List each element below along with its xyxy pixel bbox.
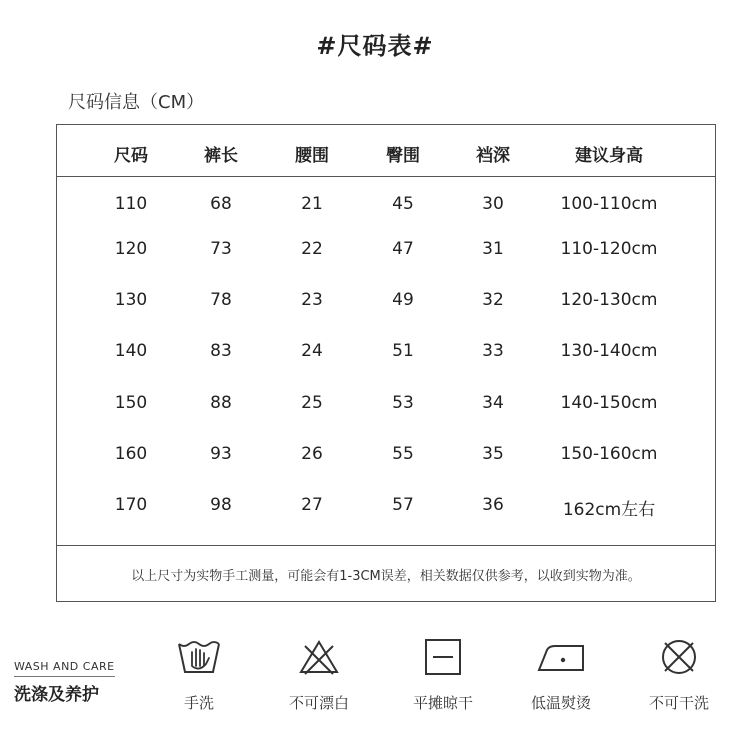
care-label: 不可干洗 — [648, 694, 709, 712]
cell-hip: 45 — [392, 194, 414, 214]
table-row — [57, 393, 715, 423]
cell-rise: 30 — [482, 194, 504, 214]
cell-pants-length: 83 — [210, 341, 232, 361]
care-title-cn: 洗涤及养护 — [14, 685, 99, 705]
header-waist: 腰围 — [295, 146, 329, 166]
care-title-en: WASH AND CARE — [14, 660, 115, 673]
care-label: 手洗 — [183, 694, 214, 712]
cell-hip: 49 — [392, 290, 414, 310]
cell-waist: 25 — [301, 393, 323, 413]
cell-hip: 55 — [392, 444, 414, 464]
cell-size: 150 — [114, 393, 148, 413]
table-row — [57, 341, 715, 371]
cell-pants-length: 68 — [210, 194, 232, 214]
cell-height: 150-160cm — [560, 444, 658, 464]
cell-waist: 22 — [301, 239, 323, 259]
cell-rise: 36 — [482, 495, 504, 515]
care-item-no-bleach — [264, 636, 374, 713]
cell-height: 120-130cm — [560, 290, 658, 310]
cell-height: 110-120cm — [560, 239, 658, 259]
cell-size: 140 — [114, 341, 148, 361]
cell-size: 120 — [114, 239, 148, 259]
cell-rise: 32 — [482, 290, 504, 310]
no-bleach-icon — [295, 636, 343, 678]
cell-hip: 47 — [392, 239, 414, 259]
header-size: 尺码 — [114, 146, 148, 166]
cell-size: 110 — [114, 194, 148, 214]
cell-rise: 33 — [482, 341, 504, 361]
header-pants-length: 裤长 — [204, 146, 238, 166]
measurement-note: 以上尺寸为实物手工测量，可能会有1-3CM误差，相关数据仅供参考，以收到实物为准。 — [131, 569, 641, 584]
care-item-low-iron — [506, 636, 616, 713]
table-row — [57, 495, 715, 525]
cell-hip: 51 — [392, 341, 414, 361]
size-table — [56, 124, 716, 602]
hand-wash-icon — [175, 636, 223, 678]
table-header — [57, 125, 715, 177]
cell-height: 162cm左右 — [562, 500, 656, 520]
cell-waist: 24 — [301, 341, 323, 361]
cell-waist: 21 — [301, 194, 323, 214]
cell-waist: 23 — [301, 290, 323, 310]
header-rise: 裆深 — [476, 146, 510, 166]
cell-rise: 34 — [482, 393, 504, 413]
table-row — [57, 444, 715, 474]
cell-waist: 26 — [301, 444, 323, 464]
cell-rise: 35 — [482, 444, 504, 464]
header-hip: 臀围 — [386, 146, 420, 166]
cell-waist: 27 — [301, 495, 323, 515]
cell-size: 160 — [114, 444, 148, 464]
cell-height: 100-110cm — [560, 194, 658, 214]
table-divider — [57, 545, 715, 546]
cell-size: 130 — [114, 290, 148, 310]
no-dry-clean-icon — [655, 636, 703, 678]
cell-hip: 57 — [392, 495, 414, 515]
table-row — [57, 194, 715, 224]
care-item-dry-flat — [388, 636, 498, 713]
cell-height: 140-150cm — [560, 393, 658, 413]
table-row — [57, 290, 715, 320]
page-title: #尺码表# — [316, 32, 434, 60]
care-item-no-dry-clean — [624, 636, 734, 713]
cell-pants-length: 88 — [210, 393, 232, 413]
size-info-heading: 尺码信息（CM） — [68, 92, 205, 113]
dry-flat-icon — [419, 636, 467, 678]
care-label: 低温熨烫 — [530, 694, 591, 712]
table-row — [57, 239, 715, 269]
care-label: 平摊晾干 — [412, 694, 473, 712]
header-height: 建议身高 — [575, 146, 643, 166]
care-label: 不可漂白 — [288, 694, 349, 712]
cell-height: 130-140cm — [560, 341, 658, 361]
cell-pants-length: 93 — [210, 444, 232, 464]
cell-pants-length: 78 — [210, 290, 232, 310]
cell-hip: 53 — [392, 393, 414, 413]
cell-size: 170 — [114, 495, 148, 515]
low-iron-icon — [533, 636, 589, 678]
cell-pants-length: 73 — [210, 239, 232, 259]
cell-pants-length: 98 — [210, 495, 232, 515]
cell-rise: 31 — [482, 239, 504, 259]
care-item-hand-wash — [144, 636, 254, 713]
